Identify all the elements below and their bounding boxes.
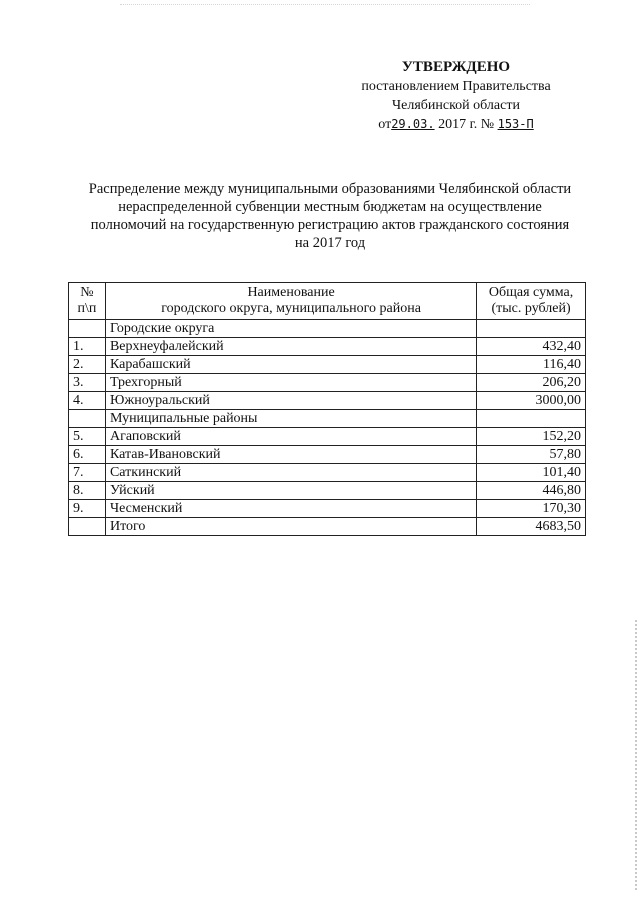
row-name: Агаповский	[105, 428, 476, 446]
row-number: 6.	[69, 446, 106, 464]
approval-stamp	[340, 58, 572, 134]
approval-year-text: 2017 г. №	[434, 117, 498, 132]
approval-line-2: Челябинской области	[392, 98, 520, 113]
row-sum: 116,40	[477, 356, 586, 374]
row-sum: 3000,00	[477, 392, 586, 410]
row-sum: 432,40	[477, 338, 586, 356]
row-number: 1.	[69, 338, 106, 356]
table-row	[69, 428, 586, 446]
row-number: 9.	[69, 500, 106, 518]
row-name: Катав-Ивановский	[105, 446, 476, 464]
section-num-cell	[69, 320, 106, 338]
header-name-line-1: Наименование	[247, 285, 335, 300]
approval-number-value: 153-П	[497, 117, 534, 131]
section-row-municipal	[69, 410, 586, 428]
row-name: Верхнеуфалейский	[105, 338, 476, 356]
section-num-cell	[69, 410, 106, 428]
total-row	[69, 518, 586, 536]
row-name: Саткинский	[105, 464, 476, 482]
table-row	[69, 482, 586, 500]
header-sum-line-2: (тыс. рублей)	[491, 301, 571, 316]
document-title-line-3: полномочий на государственную регистрацию актов гражданского состояния	[90, 217, 570, 233]
row-number: 4.	[69, 392, 106, 410]
header-number	[69, 283, 106, 320]
row-number: 8.	[69, 482, 106, 500]
row-number: 5.	[69, 428, 106, 446]
section-label-municipal: Муниципальные районы	[105, 410, 476, 428]
document-title-line-4: на 2017 год	[294, 235, 366, 251]
document-title	[70, 180, 590, 252]
row-sum: 101,40	[477, 464, 586, 482]
approval-date-prefix: от	[378, 117, 392, 132]
total-sum: 4683,50	[477, 518, 586, 536]
row-sum: 57,80	[477, 446, 586, 464]
table-row	[69, 464, 586, 482]
row-name: Карабашский	[105, 356, 476, 374]
scan-artifact-edge	[633, 620, 637, 890]
row-sum: 170,30	[477, 500, 586, 518]
approval-title: УТВЕРЖДЕНО	[401, 59, 511, 75]
section-sum-cell	[477, 320, 586, 338]
scan-artifact-top	[120, 4, 530, 5]
approval-date-value: 29.03.	[391, 117, 435, 131]
row-name: Уйский	[105, 482, 476, 500]
header-number-line-2: п\п	[77, 301, 97, 316]
distribution-table	[68, 282, 586, 536]
row-name: Трехгорный	[105, 374, 476, 392]
header-name-line-2: городского округа, муниципального района	[161, 301, 421, 316]
table-row	[69, 338, 586, 356]
total-num-cell	[69, 518, 106, 536]
row-sum: 206,20	[477, 374, 586, 392]
table-row	[69, 356, 586, 374]
table-row	[69, 446, 586, 464]
row-name: Чесменский	[105, 500, 476, 518]
header-sum-line-1: Общая сумма,	[488, 285, 574, 300]
header-number-line-1: №	[80, 285, 94, 300]
table-row	[69, 374, 586, 392]
approval-line-1: постановлением Правительства	[361, 79, 551, 94]
document-title-line-2: нераспределенной субвенции местным бюджетам на осуществление	[118, 199, 542, 215]
row-sum: 152,20	[477, 428, 586, 446]
row-sum: 446,80	[477, 482, 586, 500]
total-label: Итого	[105, 518, 476, 536]
table-row	[69, 500, 586, 518]
section-sum-cell	[477, 410, 586, 428]
row-number: 7.	[69, 464, 106, 482]
section-row-urban	[69, 320, 586, 338]
section-label-urban: Городские округа	[105, 320, 476, 338]
document-title-line-1: Распределение между муниципальными образованиями Челябинской области	[88, 181, 572, 197]
row-number: 3.	[69, 374, 106, 392]
table-header-row	[69, 283, 586, 320]
approval-date-line	[340, 115, 572, 134]
header-name	[105, 283, 476, 320]
row-name: Южноуральский	[105, 392, 476, 410]
table-row	[69, 392, 586, 410]
header-sum	[477, 283, 586, 320]
row-number: 2.	[69, 356, 106, 374]
